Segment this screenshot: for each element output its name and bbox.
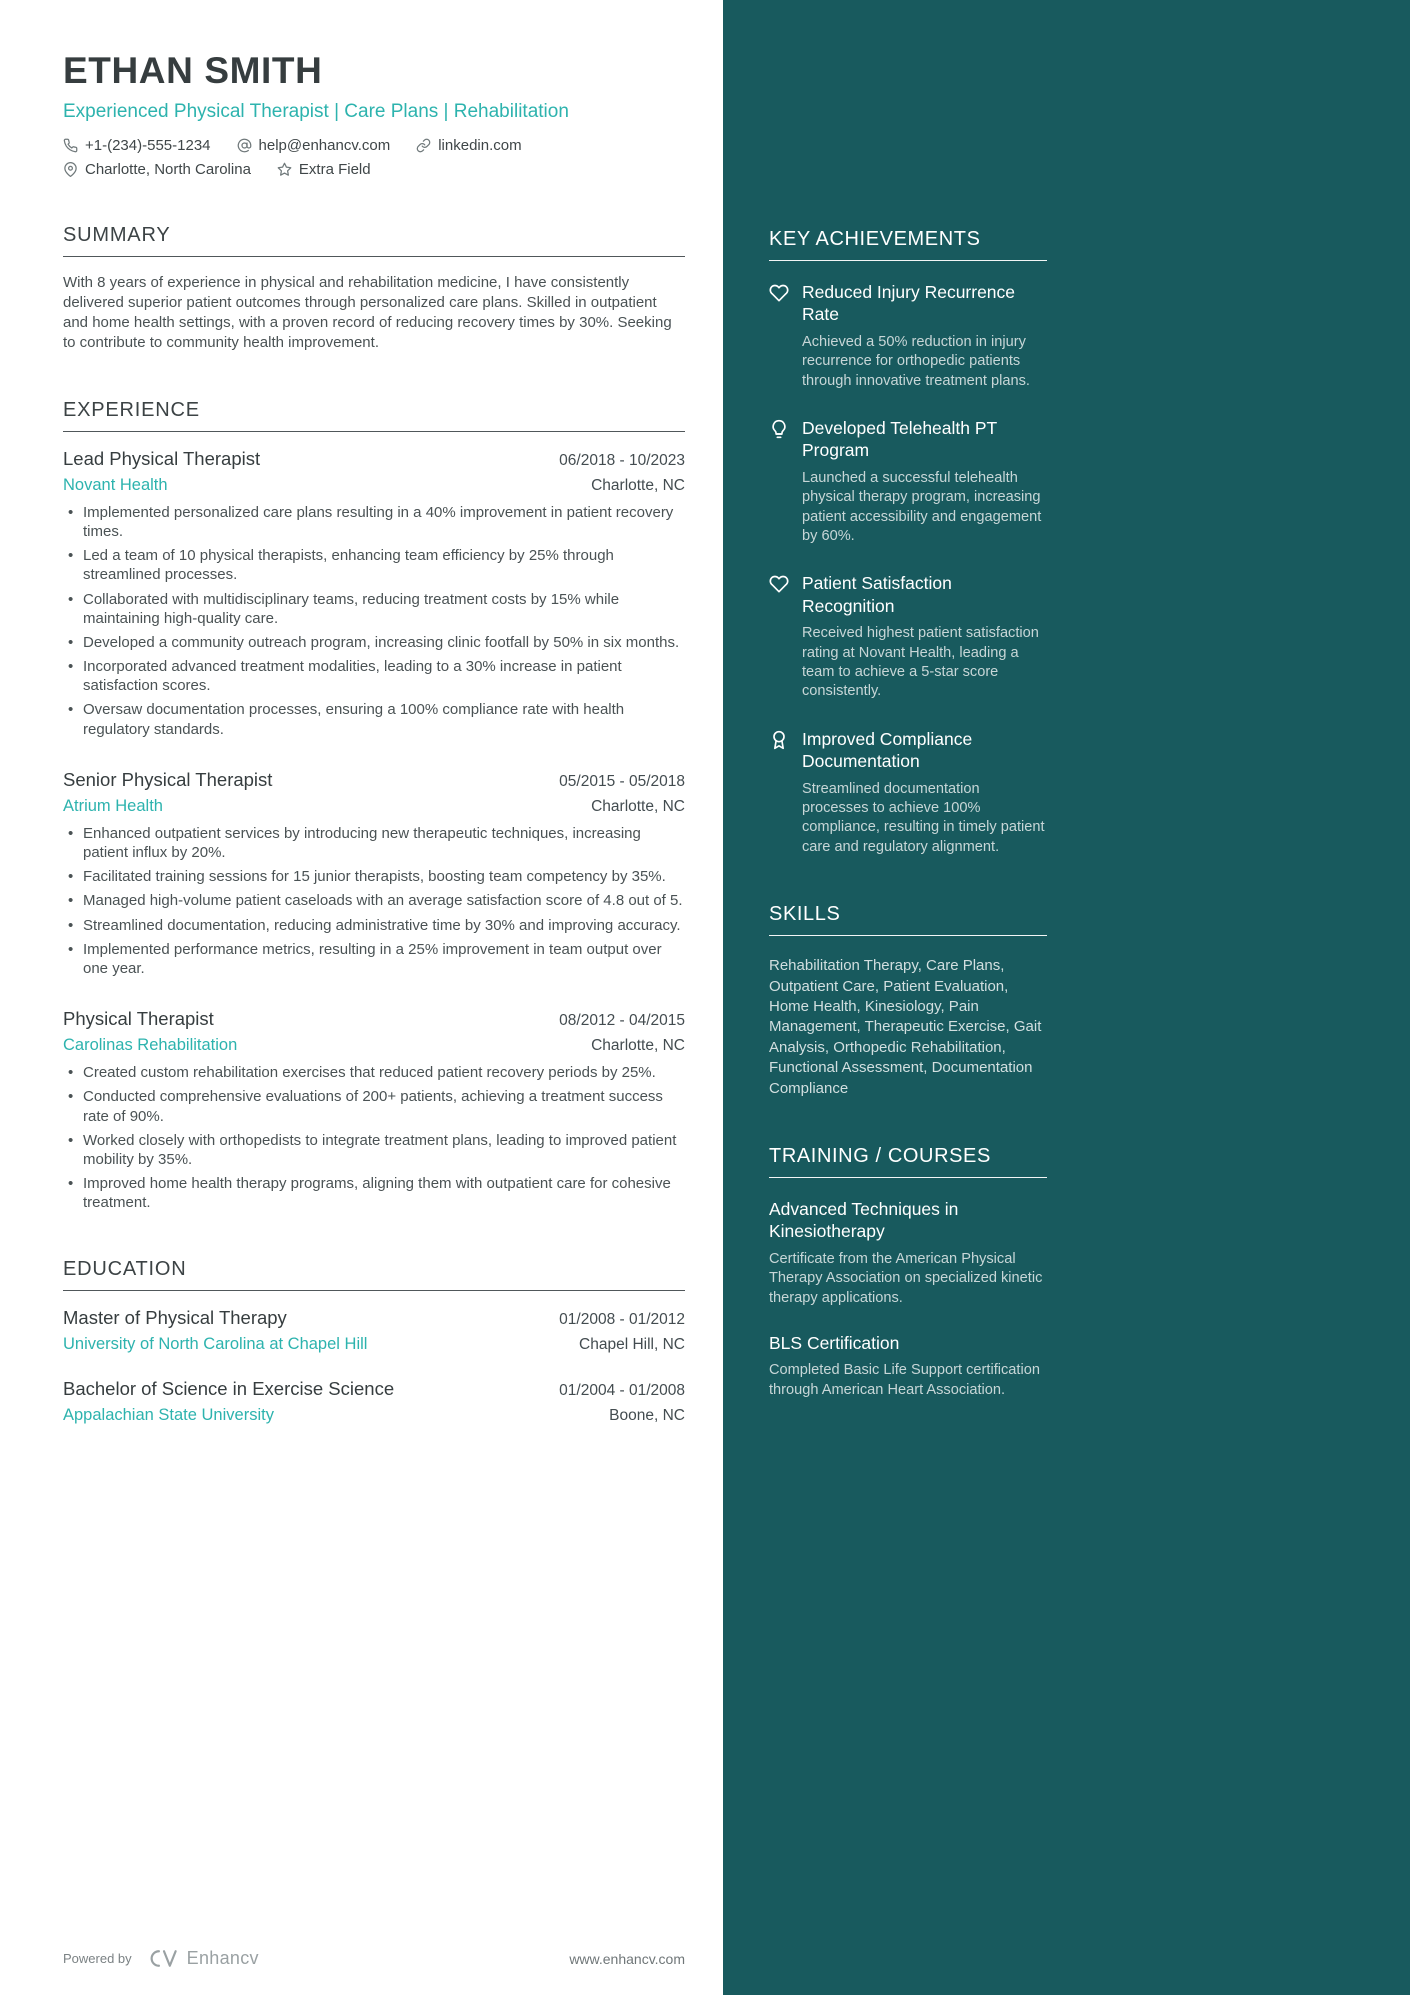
- bullet-item: • Incorporated advanced treatment modalities, leading to a 30% increase in patient satisfaction scores.: [63, 657, 685, 695]
- right-sidebar: [723, 0, 1410, 1995]
- lightbulb-icon: [769, 419, 789, 444]
- candidate-headline: Experienced Physical Therapist | Care Plans | Rehabilitation: [63, 101, 569, 122]
- bullet-item: • Worked closely with orthopedists to integrate treatment plans, leading to improved patient mobility by 35%.: [63, 1131, 685, 1169]
- company-name: Novant Health: [63, 475, 168, 494]
- experience-heading: EXPERIENCE: [63, 399, 685, 432]
- education-location: Chapel Hill, NC: [579, 1336, 685, 1354]
- powered-by-label: Powered by: [63, 1951, 132, 1966]
- bullet-item: • Conducted comprehensive evaluations of 200+ patients, achieving a treatment success rate of 90%.: [63, 1087, 685, 1125]
- key-achievements-heading: KEY ACHIEVEMENTS: [769, 228, 1047, 261]
- school-name: University of North Carolina at Chapel Hill: [63, 1335, 368, 1354]
- map-pin-icon: [63, 162, 78, 177]
- email-value: help@enhancv.com: [258, 137, 391, 154]
- achievement-item: [769, 728, 1047, 857]
- enhancv-logo-icon: [148, 1949, 180, 1968]
- bullet-item: • Led a team of 10 physical therapists, enhancing team efficiency by 25% through streamlined processes.: [63, 546, 685, 584]
- job-dates: 08/2012 - 04/2015: [559, 1012, 685, 1030]
- heart-icon: [769, 283, 789, 308]
- enhancv-site-link[interactable]: www.enhancv.com: [569, 1950, 685, 1967]
- company-name: Atrium Health: [63, 796, 163, 815]
- training-heading: TRAINING / COURSES: [769, 1145, 1047, 1178]
- at-sign-icon: [237, 138, 252, 153]
- achievement-text: Received highest patient satisfaction rating at Novant Health, leading a team to achieve a 5-star score consistently.: [802, 625, 1039, 700]
- achievement-item: [769, 572, 1047, 701]
- job-bullet-list: [63, 824, 685, 978]
- achievement-title: Developed Telehealth PT Program: [802, 418, 997, 461]
- bullet-item: • Enhanced outpatient services by introducing new therapeutic techniques, increasing patient influx by 20%.: [63, 824, 685, 862]
- education-location: Boone, NC: [609, 1407, 685, 1425]
- achievement-text: Achieved a 50% reduction in injury recurrence for orthopedic patients through innovative treatment plans.: [802, 333, 1030, 389]
- education-dates: 01/2004 - 01/2008: [559, 1382, 685, 1400]
- training-section: [769, 1145, 1047, 1400]
- location-item: [63, 161, 251, 178]
- job-location: Charlotte, NC: [591, 797, 685, 815]
- skills-section: [769, 903, 1047, 1099]
- contact-section: [63, 137, 685, 178]
- job-title: Senior Physical Therapist: [63, 768, 273, 790]
- bullet-item: • Developed a community outreach program, increasing clinic footfall by 50% in six months.: [63, 633, 685, 652]
- course-text: Certificate from the American Physical Therapy Association on specialized kinetic therapy applications.: [769, 1250, 1043, 1306]
- enhancv-logo-link[interactable]: [148, 1948, 259, 1969]
- candidate-name: ETHAN SMITH: [63, 50, 323, 91]
- linkedin-value: linkedin.com: [438, 137, 522, 154]
- bullet-item: • Implemented performance metrics, resulting in a 25% improvement in team output over one year.: [63, 940, 685, 978]
- experience-entry: [63, 1008, 685, 1212]
- star-icon: [277, 162, 292, 177]
- summary-heading: SUMMARY: [63, 224, 685, 257]
- phone-link[interactable]: [63, 137, 211, 154]
- job-dates: 06/2018 - 10/2023: [559, 451, 685, 469]
- phone-icon: [63, 138, 78, 153]
- course-text: Completed Basic Life Support certification through American Heart Association.: [769, 1362, 1040, 1398]
- job-bullet-list: [63, 1063, 685, 1212]
- skills-heading: SKILLS: [769, 903, 1047, 936]
- bullet-item: • Facilitated training sessions for 15 junior therapists, boosting team competency by 35%.: [63, 867, 685, 886]
- education-heading: EDUCATION: [63, 1258, 685, 1291]
- degree-title: Master of Physical Therapy: [63, 1307, 287, 1329]
- bullet-item: • Oversaw documentation processes, ensuring a 100% compliance rate with health regulatory standards.: [63, 700, 685, 738]
- course-item: [769, 1198, 1047, 1308]
- education-entry: [63, 1378, 685, 1425]
- key-achievements-section: [769, 228, 1047, 857]
- bullet-item: • Improved home health therapy programs, aligning them with outpatient care for cohesive treatment.: [63, 1174, 685, 1212]
- job-location: Charlotte, NC: [591, 1037, 685, 1055]
- bullet-item: • Collaborated with multidisciplinary teams, reducing treatment costs by 15% while maintaining high-quality care.: [63, 590, 685, 628]
- enhancv-brand-name: Enhancv: [186, 1948, 259, 1968]
- footer: [63, 1948, 685, 1969]
- summary-text: With 8 years of experience in physical and rehabilitation medicine, I have consistently delivered superior patient outcomes through personalized care plans. Skilled in outpatient and home health settings, with a proven record of reducing recovery times by 30%. Seeking to contribute to community health improvement.: [63, 274, 672, 351]
- phone-value: +1-(234)-555-1234: [85, 137, 211, 154]
- experience-entry: [63, 448, 685, 739]
- job-location: Charlotte, NC: [591, 476, 685, 494]
- company-name: Carolinas Rehabilitation: [63, 1036, 238, 1055]
- extra-field-value: Extra Field: [298, 161, 371, 178]
- degree-title: Bachelor of Science in Exercise Science: [63, 1378, 395, 1400]
- achievement-item: [769, 281, 1047, 391]
- link-icon: [416, 138, 431, 153]
- award-icon: [769, 730, 789, 755]
- bullet-item: • Implemented personalized care plans resulting in a 40% improvement in patient recovery times.: [63, 503, 685, 541]
- course-title: Advanced Techniques in Kinesiotherapy: [769, 1198, 959, 1242]
- achievement-title: Reduced Injury Recurrence Rate: [802, 282, 1016, 325]
- experience-entry: [63, 769, 685, 978]
- school-name: Appalachian State University: [63, 1406, 274, 1425]
- achievement-title: Patient Satisfaction Recognition: [802, 573, 952, 616]
- course-item: [769, 1332, 1047, 1400]
- achievement-text: Streamlined documentation processes to achieve 100% compliance, resulting in timely patient care and regulatory alignment.: [802, 780, 1045, 855]
- achievement-title: Improved Compliance Documentation: [802, 728, 973, 772]
- education-entry: [63, 1307, 685, 1354]
- job-title: Lead Physical Therapist: [63, 447, 261, 469]
- contact-row-2: [63, 161, 685, 178]
- skills-list: Rehabilitation Therapy, Care Plans, Outpatient Care, Patient Evaluation, Home Health, Kinesiology, Pain Management, Therapeutic Exercise, Gait Analysis, Orthopedic Rehabilitation, Functional Assessment, Documentation Compliance: [769, 957, 1042, 1097]
- job-title: Physical Therapist: [63, 1008, 214, 1030]
- education-dates: 01/2008 - 01/2012: [559, 1311, 685, 1329]
- job-dates: 05/2015 - 05/2018: [559, 772, 685, 790]
- email-link[interactable]: [237, 137, 391, 154]
- achievement-text: Launched a successful telehealth physical therapy program, increasing patient accessibility and engagement by 60%.: [802, 469, 1042, 544]
- course-title: BLS Certification: [769, 1332, 900, 1353]
- job-bullet-list: [63, 503, 685, 739]
- heart-icon: [769, 574, 789, 599]
- bullet-item: • Managed high-volume patient caseloads with an average satisfaction score of 4.8 out of 5.: [63, 891, 685, 910]
- contact-row-1: [63, 137, 685, 154]
- linkedin-link[interactable]: [416, 137, 521, 154]
- extra-field-item: [277, 161, 371, 178]
- bullet-item: • Streamlined documentation, reducing administrative time by 30% and improving accuracy.: [63, 916, 685, 935]
- bullet-item: • Created custom rehabilitation exercises that reduced patient recovery periods by 25%.: [63, 1063, 685, 1082]
- location-value: Charlotte, North Carolina: [85, 161, 251, 178]
- achievement-item: [769, 417, 1047, 546]
